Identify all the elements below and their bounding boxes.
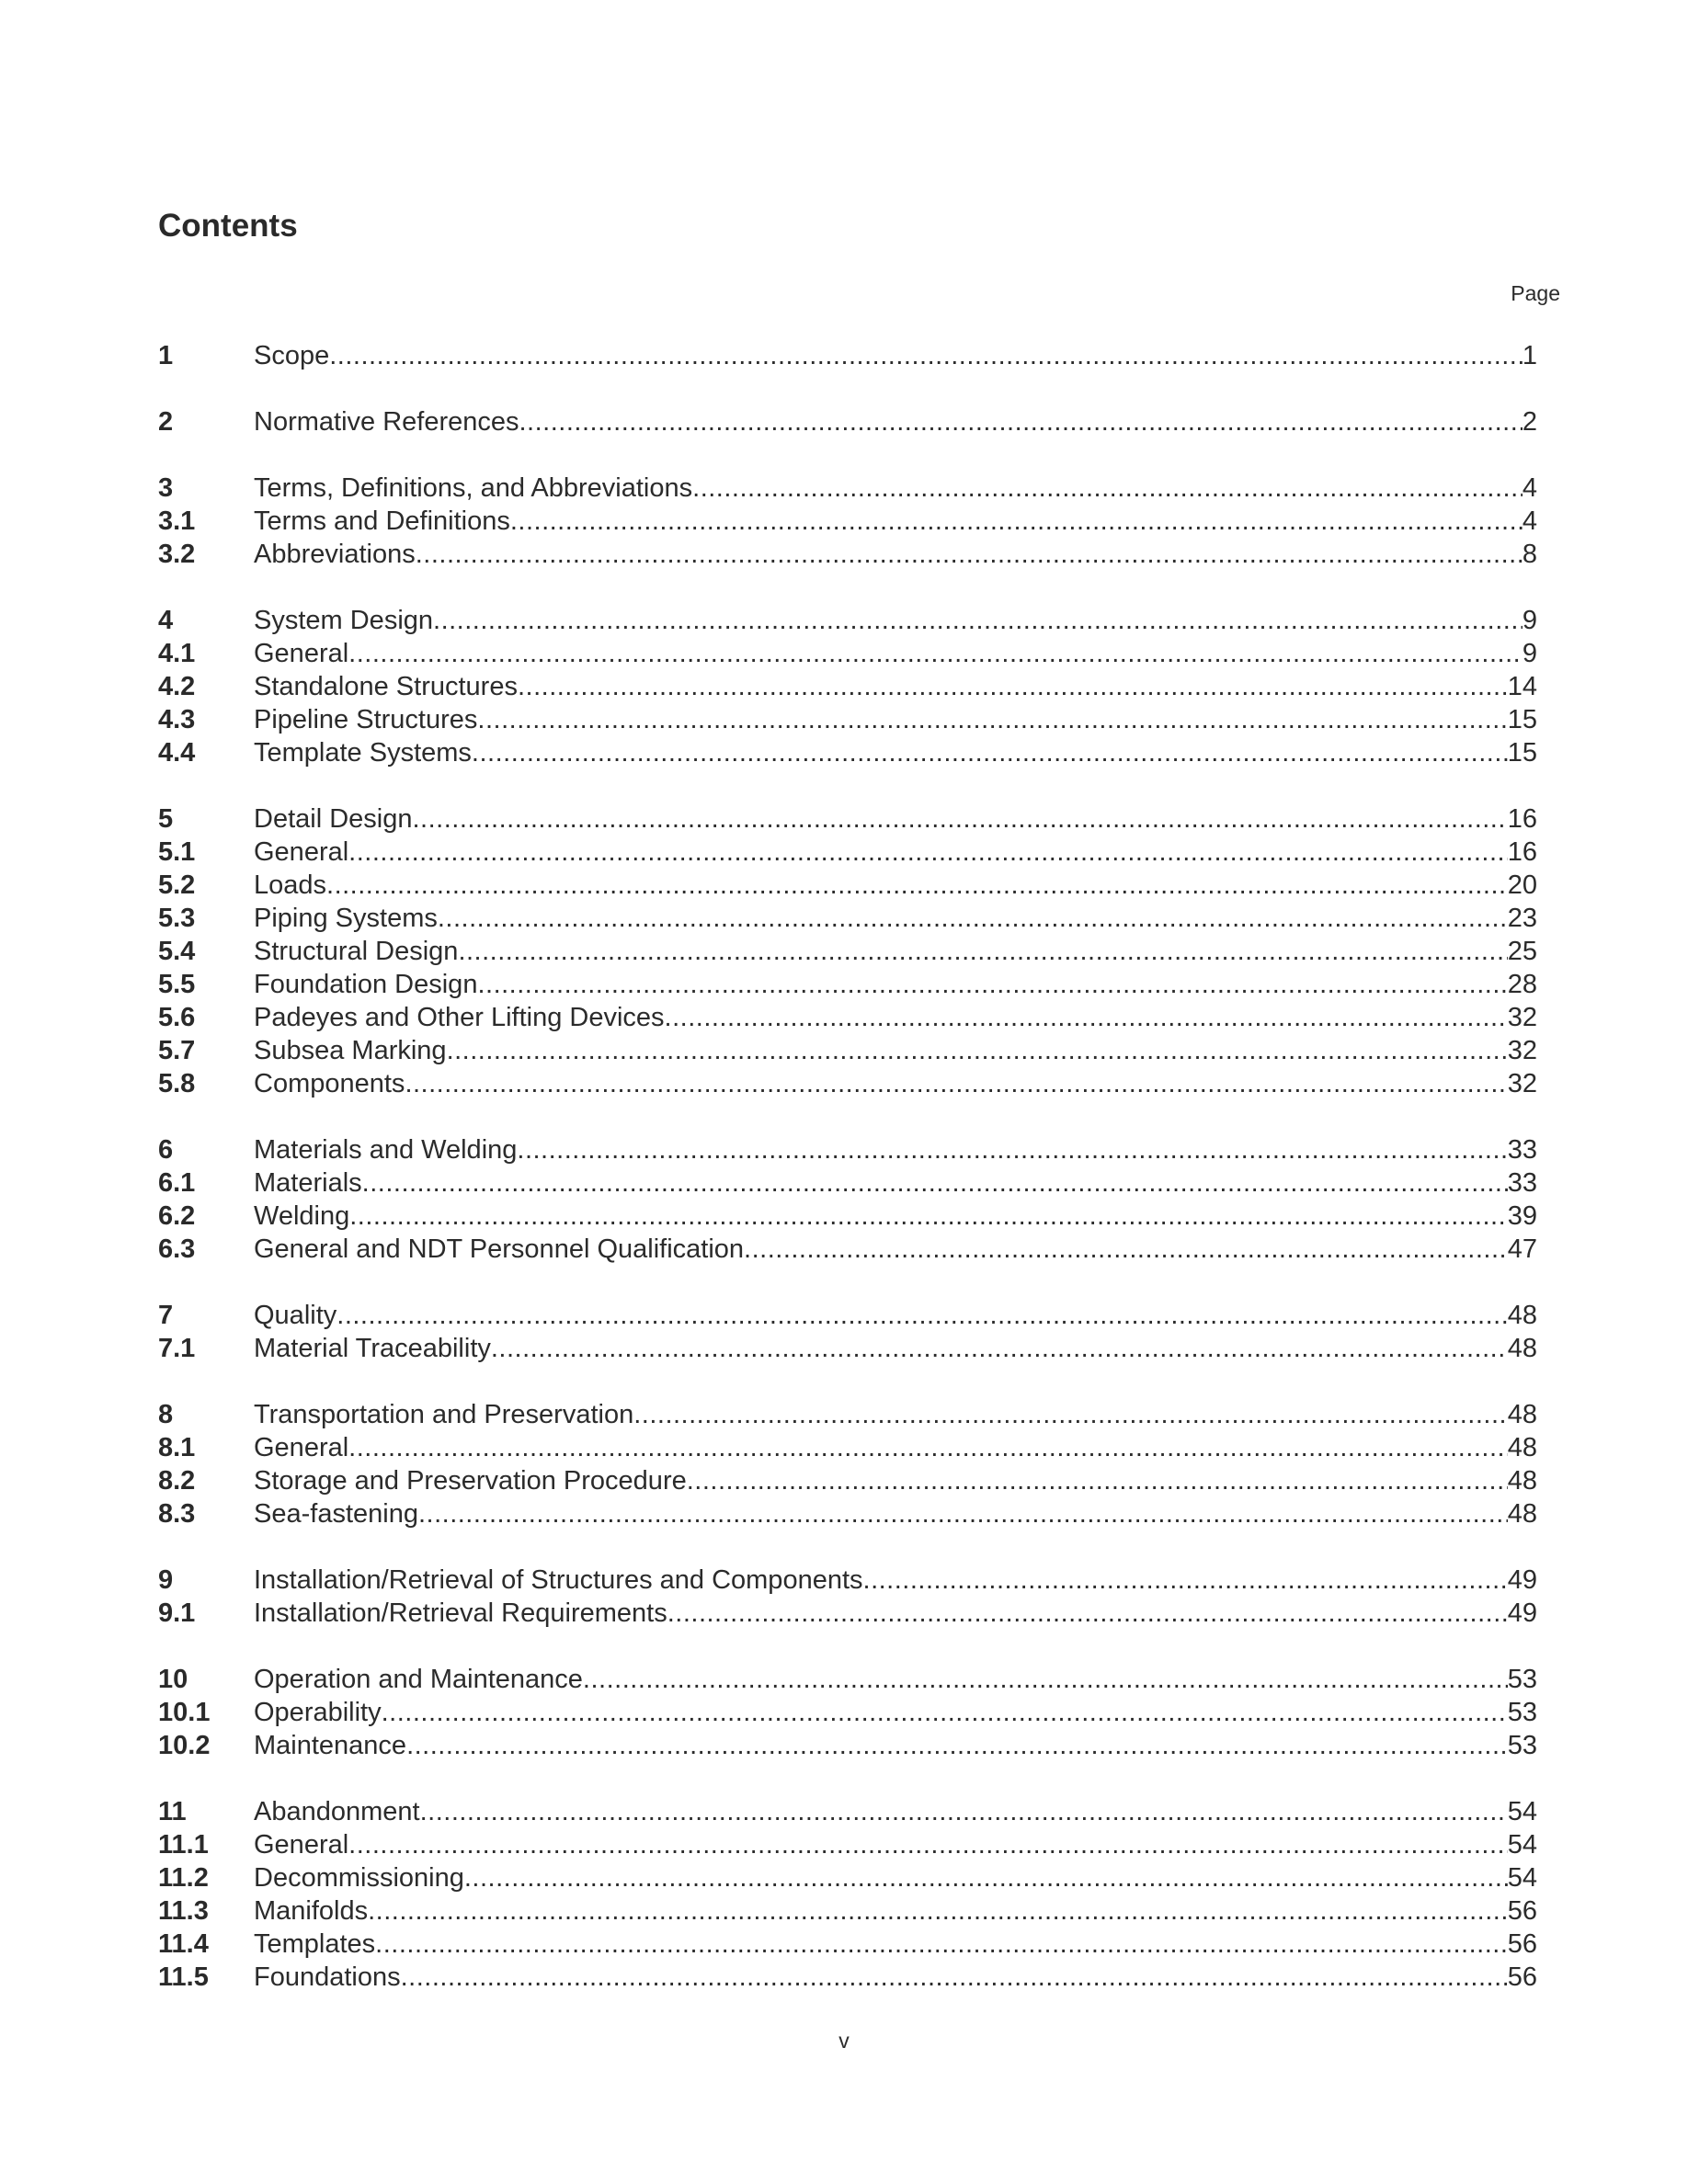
toc-entry-page: 49 — [1507, 1565, 1537, 1595]
toc-entry-title: Material Traceability — [254, 1334, 491, 1363]
toc-entry-title: Terms, Definitions, and Abbreviations — [254, 473, 693, 503]
toc-entry-title: Structural Design — [254, 937, 459, 966]
toc-entry-number: 2 — [158, 407, 174, 437]
toc-entry-title: Decommissioning — [254, 1863, 464, 1893]
toc-entry-page: 56 — [1507, 1896, 1537, 1926]
toc-entry-number: 5.6 — [158, 1003, 196, 1032]
toc-entry-title: General — [254, 1433, 349, 1462]
toc-entry-page: 1 — [1522, 341, 1537, 370]
dot-leader — [368, 1894, 1508, 1928]
page-column-label: Page — [1511, 281, 1560, 305]
toc-entry-title: Pipeline Structures — [254, 705, 478, 734]
toc-entry-number: 4.1 — [158, 639, 196, 668]
dot-leader — [633, 1398, 1508, 1431]
toc-entry[interactable] — [158, 1233, 1537, 1266]
toc-section-group — [158, 1564, 1537, 1630]
toc-entry-number: 11.3 — [158, 1896, 209, 1926]
toc-entry-number: 11 — [158, 1797, 187, 1826]
toc-entry-page: 32 — [1507, 1069, 1537, 1098]
toc-section-group — [158, 339, 1537, 372]
toc-entry-number: 5.1 — [158, 837, 196, 867]
toc-entry[interactable] — [158, 1729, 1537, 1762]
toc-entry-page: 15 — [1507, 738, 1537, 768]
toc-entry-page: 16 — [1507, 804, 1537, 834]
toc-entry-title: System Design — [254, 606, 434, 635]
toc-entry-page: 49 — [1507, 1598, 1537, 1628]
toc-entry-page: 32 — [1507, 1036, 1537, 1065]
toc-entry-title: Materials and Welding — [254, 1135, 518, 1165]
toc-entry-page: 23 — [1507, 904, 1537, 933]
toc-entry-page: 48 — [1507, 1466, 1537, 1496]
dot-leader — [692, 472, 1523, 505]
toc-entry-title: Transportation and Preservation — [254, 1400, 634, 1429]
toc-entry-number: 11.2 — [158, 1863, 209, 1893]
dot-leader — [375, 1928, 1508, 1961]
dot-leader — [464, 1861, 1508, 1894]
toc-entry-title: Detail Design — [254, 804, 413, 834]
toc-entry[interactable] — [158, 1597, 1537, 1630]
toc-entry-title: Standalone Structures — [254, 672, 518, 701]
toc-entry[interactable] — [158, 1861, 1537, 1894]
toc-entry-page: 47 — [1507, 1234, 1537, 1264]
toc-entry[interactable] — [158, 538, 1537, 571]
toc-entry-page: 2 — [1522, 407, 1537, 437]
page-number-footer: v — [838, 2029, 850, 2053]
toc-entry-number: 6.3 — [158, 1234, 196, 1264]
dot-leader — [336, 1299, 1507, 1332]
toc-entry-title: Scope — [254, 341, 330, 370]
toc-entry-number: 5.2 — [158, 870, 196, 900]
toc-entry-number: 3.1 — [158, 506, 196, 536]
toc-entry-title: Operation and Maintenance — [254, 1665, 583, 1694]
toc-entry[interactable] — [158, 637, 1537, 670]
dot-leader — [416, 538, 1523, 571]
toc-entry-number: 1 — [158, 341, 174, 370]
toc-entry[interactable] — [158, 902, 1537, 935]
dot-leader — [329, 339, 1523, 372]
toc-entry[interactable] — [158, 1166, 1537, 1200]
dot-leader — [447, 1034, 1508, 1067]
toc-entry-page: 33 — [1507, 1168, 1537, 1198]
toc-entry-page: 48 — [1507, 1334, 1537, 1363]
dot-leader — [348, 1828, 1508, 1861]
toc-entry-number: 5.3 — [158, 904, 196, 933]
dot-leader — [382, 1696, 1508, 1729]
toc-entry-number: 11.5 — [158, 1962, 209, 1992]
toc-entry-number: 3 — [158, 473, 174, 503]
toc-entry-title: Terms and Definitions — [254, 506, 510, 536]
toc-entry-title: Materials — [254, 1168, 362, 1198]
toc-entry[interactable] — [158, 1928, 1537, 1961]
dot-leader — [518, 670, 1508, 703]
toc-entry[interactable] — [158, 869, 1537, 902]
dot-leader — [477, 968, 1507, 1001]
toc-entry-number: 8.3 — [158, 1499, 196, 1529]
toc-entry-title: Template Systems — [254, 738, 472, 768]
dot-leader — [405, 1067, 1507, 1100]
toc-entry[interactable] — [158, 802, 1537, 836]
dot-leader — [744, 1233, 1508, 1266]
toc-section-group — [158, 1133, 1537, 1266]
toc-entry-title: Abandonment — [254, 1797, 420, 1826]
dot-leader — [519, 405, 1523, 438]
toc-entry[interactable] — [158, 505, 1537, 538]
toc-entry-page: 54 — [1507, 1797, 1537, 1826]
toc-entry-title: Installation/Retrieval of Structures and Components — [254, 1565, 863, 1595]
toc-entry-page: 53 — [1507, 1665, 1537, 1694]
toc-entry-number: 5 — [158, 804, 174, 834]
dot-leader — [420, 1795, 1508, 1828]
toc-entry-page: 20 — [1507, 870, 1537, 900]
toc-entry[interactable] — [158, 1398, 1537, 1431]
toc-entry-page: 25 — [1507, 937, 1537, 966]
dot-leader — [348, 637, 1523, 670]
toc-entry-number: 6.2 — [158, 1201, 196, 1231]
toc-entry-title: Storage and Preservation Procedure — [254, 1466, 687, 1496]
toc-entry-page: 9 — [1522, 606, 1537, 635]
page-title: Contents — [158, 208, 298, 244]
dot-leader — [510, 505, 1523, 538]
toc-entry-title: Welding — [254, 1201, 350, 1231]
dot-leader — [458, 935, 1507, 968]
toc-entry-title: Manifolds — [254, 1896, 369, 1926]
toc-entry-number: 6 — [158, 1135, 174, 1165]
toc-entry[interactable] — [158, 1894, 1537, 1928]
toc-entry-number: 5.7 — [158, 1036, 196, 1065]
toc-entry-title: Padeyes and Other Lifting Devices — [254, 1003, 665, 1032]
dot-leader — [517, 1133, 1507, 1166]
toc-entry-page: 56 — [1507, 1962, 1537, 1992]
dot-leader — [433, 604, 1523, 637]
toc-entry[interactable] — [158, 1564, 1537, 1597]
dot-leader — [863, 1564, 1508, 1597]
toc-entry-number: 8.1 — [158, 1433, 196, 1462]
toc-entry-page: 4 — [1522, 506, 1537, 536]
toc-entry-title: Quality — [254, 1301, 337, 1330]
toc-entry-page: 33 — [1507, 1135, 1537, 1165]
toc-entry[interactable] — [158, 1696, 1537, 1729]
toc-entry[interactable] — [158, 836, 1537, 869]
toc-entry-title: Components — [254, 1069, 405, 1098]
toc-entry-title: Templates — [254, 1929, 376, 1959]
toc-entry-title: Foundations — [254, 1962, 401, 1992]
toc-entry-number: 4 — [158, 606, 174, 635]
toc-entry-number: 10.1 — [158, 1698, 211, 1727]
dot-leader — [348, 1431, 1508, 1464]
toc-entry[interactable] — [158, 472, 1537, 505]
toc-entry-title: Foundation Design — [254, 970, 478, 999]
toc-entry-number: 3.2 — [158, 540, 196, 569]
dot-leader — [348, 836, 1508, 869]
toc-entry-number: 7.1 — [158, 1334, 196, 1363]
toc-entry-title: Loads — [254, 870, 327, 900]
toc-entry-title: Maintenance — [254, 1731, 407, 1760]
dot-leader — [362, 1166, 1508, 1200]
table-of-contents — [158, 339, 1537, 2027]
toc-entry-number: 11.4 — [158, 1929, 209, 1959]
toc-section-group — [158, 1663, 1537, 1762]
toc-entry-title: General and NDT Personnel Qualification — [254, 1234, 745, 1264]
toc-entry-page: 4 — [1522, 473, 1537, 503]
toc-entry-page: 9 — [1522, 639, 1537, 668]
toc-entry-page: 28 — [1507, 970, 1537, 999]
toc-entry-number: 9.1 — [158, 1598, 196, 1628]
toc-entry-page: 48 — [1507, 1400, 1537, 1429]
toc-entry[interactable] — [158, 703, 1537, 736]
dot-leader — [667, 1597, 1508, 1630]
toc-entry-number: 9 — [158, 1565, 174, 1595]
toc-entry-number: 4.2 — [158, 672, 196, 701]
toc-entry-title: Sea-fastening — [254, 1499, 418, 1529]
toc-entry-title: General — [254, 639, 349, 668]
toc-entry-title: General — [254, 837, 349, 867]
dot-leader — [349, 1200, 1507, 1233]
toc-entry-page: 54 — [1507, 1830, 1537, 1860]
toc-entry[interactable] — [158, 1795, 1537, 1828]
toc-section-group — [158, 472, 1537, 571]
toc-entry[interactable] — [158, 1332, 1537, 1365]
toc-entry[interactable] — [158, 1067, 1537, 1100]
toc-entry[interactable] — [158, 339, 1537, 372]
dot-leader — [401, 1961, 1508, 1994]
toc-section-group — [158, 405, 1537, 438]
toc-entry-number: 10.2 — [158, 1731, 211, 1760]
toc-entry[interactable] — [158, 1431, 1537, 1464]
toc-entry[interactable] — [158, 670, 1537, 703]
toc-entry-title: Piping Systems — [254, 904, 438, 933]
toc-entry-page: 54 — [1507, 1863, 1537, 1893]
toc-entry-page: 48 — [1507, 1433, 1537, 1462]
toc-entry-number: 7 — [158, 1301, 174, 1330]
dot-leader — [326, 869, 1508, 902]
toc-section-group — [158, 604, 1537, 769]
dot-leader — [583, 1663, 1508, 1696]
dot-leader — [491, 1332, 1508, 1365]
toc-entry[interactable] — [158, 968, 1537, 1001]
toc-entry[interactable] — [158, 1464, 1537, 1497]
toc-entry-page: 32 — [1507, 1003, 1537, 1032]
toc-entry-title: Operability — [254, 1698, 382, 1727]
toc-entry-title: General — [254, 1830, 349, 1860]
toc-entry-page: 39 — [1507, 1201, 1537, 1231]
toc-entry[interactable] — [158, 736, 1537, 769]
dot-leader — [418, 1497, 1508, 1530]
toc-entry-page: 56 — [1507, 1929, 1537, 1959]
toc-entry-title: Abbreviations — [254, 540, 416, 569]
dot-leader — [477, 703, 1507, 736]
toc-entry-page: 15 — [1507, 705, 1537, 734]
dot-leader — [472, 736, 1508, 769]
toc-entry[interactable] — [158, 1299, 1537, 1332]
toc-entry[interactable] — [158, 1663, 1537, 1696]
toc-entry[interactable] — [158, 1133, 1537, 1166]
toc-entry-number: 5.8 — [158, 1069, 196, 1098]
toc-entry[interactable] — [158, 405, 1537, 438]
toc-entry-number: 10 — [158, 1665, 188, 1694]
dot-leader — [687, 1464, 1508, 1497]
toc-entry-title: Normative References — [254, 407, 519, 437]
toc-entry-number: 8 — [158, 1400, 174, 1429]
toc-entry-title: Subsea Marking — [254, 1036, 447, 1065]
toc-section-group — [158, 1398, 1537, 1530]
toc-entry-number: 4.3 — [158, 705, 196, 734]
toc-entry-number: 5.5 — [158, 970, 196, 999]
toc-entry[interactable] — [158, 1961, 1537, 1994]
dot-leader — [665, 1001, 1508, 1034]
toc-entry-page: 14 — [1507, 672, 1537, 701]
toc-section-group — [158, 1299, 1537, 1365]
toc-entry[interactable] — [158, 1001, 1537, 1034]
toc-section-group — [158, 802, 1537, 1100]
toc-entry-page: 53 — [1507, 1731, 1537, 1760]
toc-entry[interactable] — [158, 1034, 1537, 1067]
toc-entry[interactable] — [158, 1497, 1537, 1530]
dot-leader — [406, 1729, 1508, 1762]
toc-entry-page: 53 — [1507, 1698, 1537, 1727]
toc-entry-title: Installation/Retrieval Requirements — [254, 1598, 667, 1628]
toc-entry-page: 8 — [1522, 540, 1537, 569]
toc-entry-number: 4.4 — [158, 738, 196, 768]
toc-section-group — [158, 1795, 1537, 1994]
toc-entry-number: 8.2 — [158, 1466, 196, 1496]
toc-entry-number: 5.4 — [158, 937, 196, 966]
toc-entry-page: 48 — [1507, 1301, 1537, 1330]
toc-entry[interactable] — [158, 1200, 1537, 1233]
toc-entry[interactable] — [158, 935, 1537, 968]
toc-entry[interactable] — [158, 1828, 1537, 1861]
toc-entry[interactable] — [158, 604, 1537, 637]
toc-entry-number: 11.1 — [158, 1830, 209, 1860]
toc-entry-number: 6.1 — [158, 1168, 196, 1198]
toc-entry-page: 48 — [1507, 1499, 1537, 1529]
dot-leader — [412, 802, 1507, 836]
toc-entry-page: 16 — [1507, 837, 1537, 867]
dot-leader — [438, 902, 1508, 935]
